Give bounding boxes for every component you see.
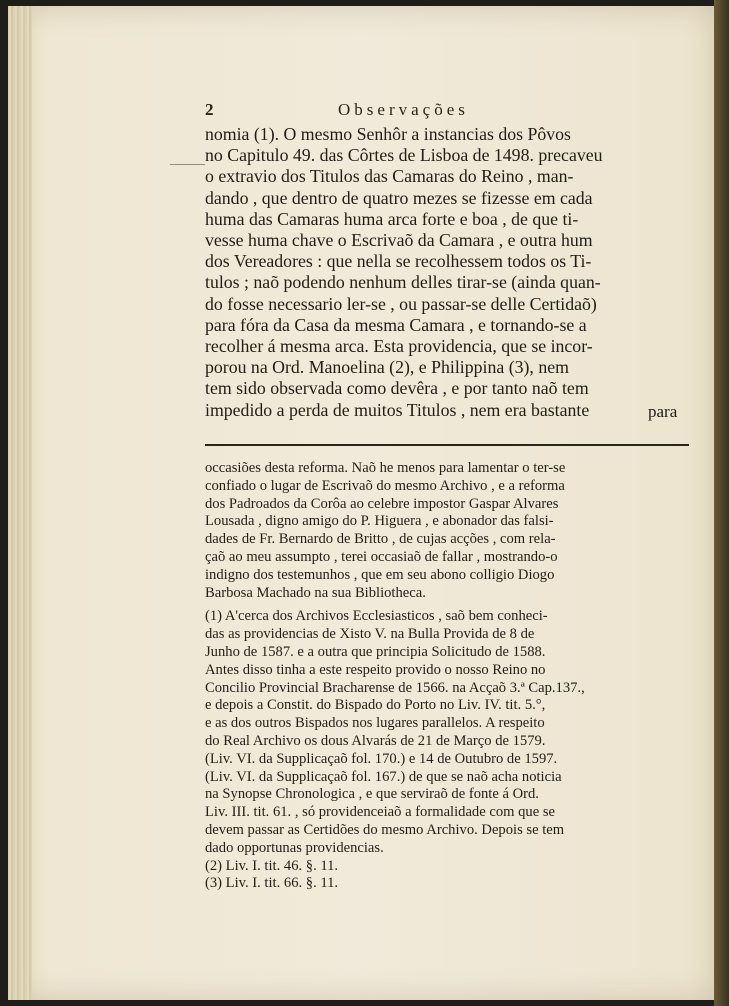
footnote-line: Liv. III. tit. 61. , só providenceiaõ a formalidade com que se (205, 804, 556, 821)
footnote-line: dos Padroados da Corôa ao celebre impostor Gaspar Alvares (205, 495, 559, 512)
footnote-line: occasiões desta reforma. Naõ he menos para lamentar o ter-se (205, 460, 566, 476)
margin-mark (170, 164, 205, 165)
footnote-line: (2) Liv. I. tit. 46. §. 11. (205, 857, 339, 874)
footnote-line: Antes disso tinha a este respeito provido o nosso Reino no (205, 661, 546, 678)
catchword: para (648, 402, 678, 421)
footnote-line: Junho de 1587. e a outra que principia Solicitudo de 1588. (205, 643, 546, 660)
running-title: Observações (338, 100, 469, 119)
footnote-rule (205, 444, 689, 446)
text-line: huma das Camaras huma arca forte e boa , de que ti- (205, 208, 579, 229)
text-line: porou na Ord. Manoelina (2), e Philippina (3), nem (205, 357, 569, 378)
footnote-line: Lousada , digno amigo do P. Higuera , e abonador das falsi- (205, 513, 554, 530)
footnote-line: (3) Liv. I. tit. 66. §. 11. (205, 875, 339, 892)
book-edge (714, 0, 729, 1006)
footnote-line: e depois a Constit. do Bispado do Porto no Liv. IV. tit. 5.°, (205, 697, 546, 714)
text-line: dos Vereadores : que nella se recolhessem todos os Ti- (205, 251, 592, 272)
footnote-line: das as providencias de Xisto V. na Bulla Provida de 8 de (205, 626, 535, 643)
footnotes (205, 460, 691, 893)
footnote-line: confiado o lugar de Escrivaõ do mesmo Archivo , e a reforma (205, 477, 565, 494)
footnote-line: (Liv. VI. da Supplicaçaõ fol. 170.) e 14 de Outubro de 1597. (205, 750, 558, 767)
text-line: do fosse necessario ler-se , ou passar-se delle Certidaõ) (205, 293, 597, 314)
text-line: tulos ; naõ podendo nenhum delles tirar-se (ainda quan- (205, 272, 601, 293)
footnote-line: devem passar as Certidões do mesmo Archivo. Depois se tem (205, 821, 565, 838)
text-line: dando , que dentro de quatro mezes se fizesse em cada (205, 187, 593, 208)
text-line: vesse huma chave o Escrivaõ da Camara , e outra hum (205, 230, 593, 251)
text-line: recolher á mesma arca. Esta providencia, que se incor- (205, 336, 593, 357)
footnote-line: (Liv. VI. da Supplicaçaõ fol. 167.) de que se naõ acha noticia (205, 768, 562, 785)
text-line: nomia (1). O mesmo Senhôr a instancias dos Pôvos (205, 124, 571, 144)
page-number: 2 (205, 100, 214, 119)
footnote-line: Concilio Provincial Bracharense de 1566. na Acçaõ 3.ª Cap.137., (205, 679, 585, 696)
text-line: o extravio dos Titulos das Camaras do Reino , man- (205, 166, 574, 187)
footnote-line: Barbosa Machado na sua Bibliotheca. (205, 584, 426, 601)
page-gutter (8, 6, 32, 1000)
footnote-line: (1) A'cerca dos Archivos Ecclesiasticos , saõ bem conheci- (205, 608, 548, 625)
main-text (205, 124, 693, 421)
page-header (205, 100, 565, 124)
footnote-line: na Synopse Chronologica , e que serviraõ de fonte á Ord. (205, 786, 539, 803)
footnote-line: e as dos outros Bispados nos lugares parallelos. A respeito (205, 715, 545, 732)
text-line: para fóra da Casa da mesma Camara , e tornando-se a (205, 314, 587, 335)
footnote-line: dades de Fr. Bernardo de Britto , de cujas acções , com rela- (205, 531, 556, 548)
footnote-line: do Real Archivo os dous Alvarás de 21 de Março de 1579. (205, 732, 546, 749)
text-line: no Capitulo 49. das Côrtes de Lisboa de 1498. precaveu (205, 145, 603, 166)
text-line: impedido a perda de muitos Titulos , nem era bastante (205, 399, 590, 420)
text-line: tem sido observada como devêra , e por tanto naõ tem (205, 378, 589, 399)
footnote-line: indigno dos testemunhos , que em seu abono colligio Diogo (205, 566, 555, 583)
footnote-line: dado opportunas providencias. (205, 839, 384, 856)
footnote-line: çaõ ao meu assumpto , terei occasiaõ de fallar , mostrando-o (205, 548, 558, 565)
